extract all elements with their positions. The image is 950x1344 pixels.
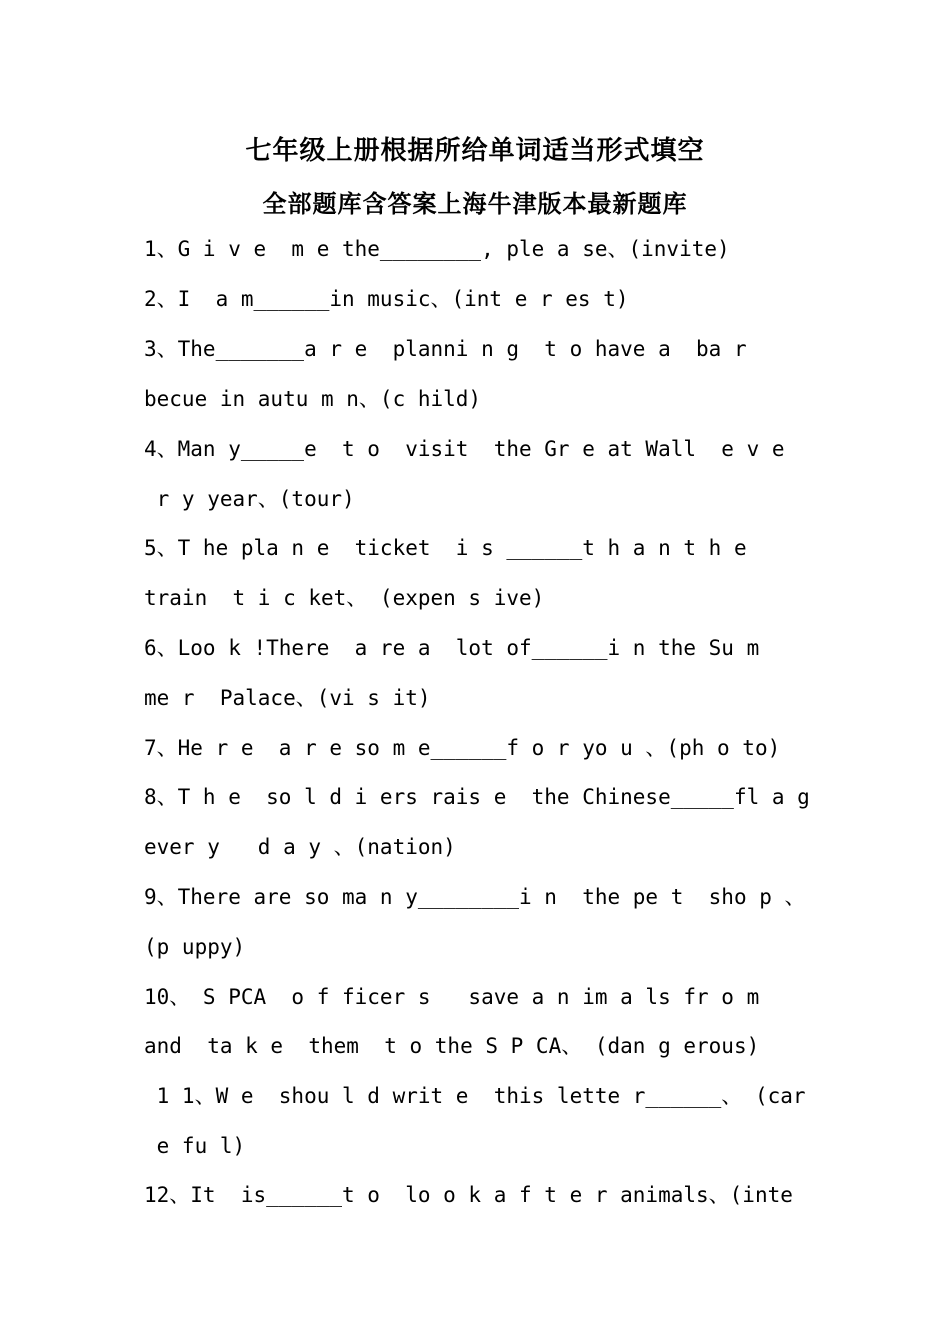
- exercise-line: e fu l): [144, 1134, 246, 1158]
- exercise-line: 10、 S PCA o f ficer s save a n im a ls fr o m: [144, 985, 760, 1009]
- exercise-line: r y year、(tour): [144, 487, 355, 511]
- exercise-line: 5、T he pla n e ticket i s ______t h a n t h e: [144, 536, 747, 560]
- exercise-line: becue in autu m n、(c hild): [144, 387, 482, 411]
- exercise-line: 12、It is______t o lo o k a f t e r animals、(inte: [144, 1183, 793, 1207]
- exercise-line: (p uppy): [144, 935, 246, 959]
- exercise-line: 6、Loo k !There a re a lot of______i n the Su m: [144, 636, 760, 660]
- exercise-line: 9、There are so ma n y________i n the pe t sho p 、: [144, 885, 806, 909]
- exercise-line: train t i c ket、 (expen s ive): [144, 586, 545, 610]
- exercise-line: 4、Man y_____e t o visit the Gr e at Wall e v e: [144, 437, 785, 461]
- exercise-line: 3、The_______a r e planni n g t o have a ba r: [144, 337, 747, 361]
- exercise-line: ever y d a y 、(nation): [144, 835, 456, 859]
- page-subtitle: 全部题库含答案上海牛津版本最新题库: [262, 190, 688, 218]
- exercise-line: 8、T h e so l d i ers rais e the Chinese_____fl a g: [144, 785, 810, 809]
- exercise-line: 2、I a m______in music、(int e r es t): [144, 287, 629, 311]
- exercise-line: 1、G i v e m e the________, ple a se、(invite): [144, 237, 730, 261]
- exercise-line: 1 1、W e shou l d writ e this lette r______、 (car: [144, 1084, 806, 1108]
- page-title: 七年级上册根据所给单词适当形式填空: [245, 136, 705, 166]
- exercise-line: and ta k e them t o the S P CA、 (dan g erous): [144, 1034, 760, 1058]
- exercise-line: me r Palace、(vi s it): [144, 686, 431, 710]
- exercise-line: 7、He r e a r e so m e______f o r yo u 、(ph o to): [144, 736, 781, 760]
